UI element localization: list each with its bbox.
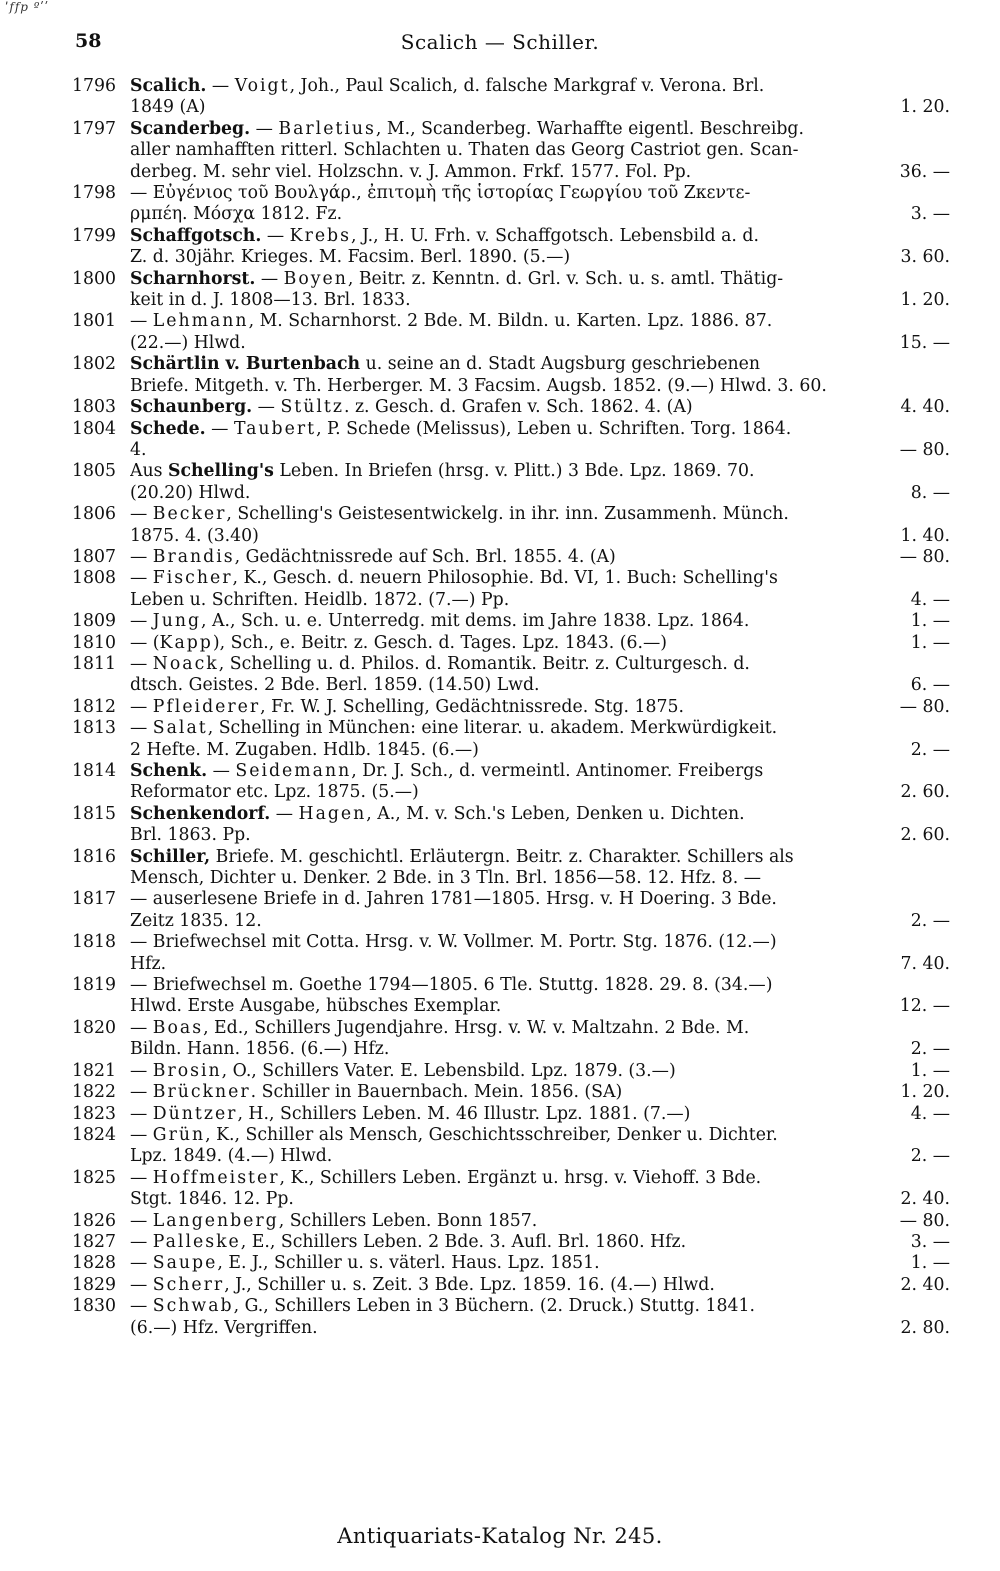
entry-text: — — [130, 1017, 153, 1038]
entry-price: 2. — — [910, 739, 950, 760]
author-name: Seidemann — [235, 761, 352, 781]
entry-price: 4. — — [910, 1103, 950, 1124]
entry-keyword: Schenk. — [130, 761, 208, 781]
entry-price: 36. — — [899, 161, 950, 182]
entry-text: Briefe. Mitgeth. v. Th. Herberger. M. 3 Facsim. Augsb. 1852. (9.—) Hlwd. 3. 60. — [130, 375, 827, 396]
entry-line — [130, 1061, 950, 1082]
greek-title: ρμπέη. Μόσχα — [130, 204, 256, 225]
entry-text: , Fr. W. J. Schelling, Gedächtnissrede. Stg. 1875. — [260, 696, 684, 717]
entry-line — [130, 889, 950, 910]
entry-line — [130, 675, 950, 696]
entry-text: derbeg. M. sehr viel. Holzschn. v. J. Ammon. Frkf. 1577. Fol. Pp. — [130, 161, 692, 182]
entry-number: 1816 — [72, 846, 116, 867]
catalog-entry — [72, 311, 950, 354]
entry-keyword: Scanderbeg. — [130, 118, 251, 139]
entry-line — [130, 547, 950, 568]
entry-price: — 80. — [899, 696, 950, 717]
entry-text: — — [130, 653, 153, 674]
catalog-entry — [72, 1125, 950, 1168]
entry-text: — — [207, 761, 236, 781]
entry-text: , A., M. v. Sch.'s Leben, Denken u. Dichten. — [366, 803, 745, 824]
entry-line — [130, 333, 950, 354]
entry-text: , Schelling's Geistesentwickelg. in ihr. inn. Zusammenh. Münch. — [226, 504, 789, 525]
entry-line — [130, 932, 950, 953]
author-name: Stültz — [280, 397, 344, 418]
author-name: Boyen — [283, 268, 348, 289]
entry-text: — — [261, 225, 290, 246]
entry-keyword: Schaffgotsch. — [130, 225, 262, 246]
entry-text: — — [130, 504, 153, 525]
entry-text: — — [252, 397, 281, 418]
entry-price: 1. 20. — [900, 1082, 950, 1103]
entry-line — [130, 1189, 950, 1210]
entry-text: , Schelling u. d. Philos. d. Romantik. Beitr. z. Culturgesch. d. — [218, 653, 750, 674]
entry-line — [130, 975, 950, 996]
entry-line — [130, 1039, 950, 1060]
catalog-entry — [72, 504, 950, 547]
entry-line — [130, 97, 950, 118]
entry-text: , Schelling in München: eine literar. u. akadem. Merkwürdigkeit. — [207, 718, 778, 739]
author-name: Salat — [152, 718, 208, 739]
entry-number: 1801 — [72, 311, 116, 332]
author-name: Hagen — [298, 803, 367, 824]
entry-line — [130, 247, 950, 268]
entry-number: 1812 — [72, 696, 116, 717]
entry-price: — 80. — [899, 546, 950, 567]
author-name: Voigt — [234, 76, 290, 96]
entry-text: Bildn. Hann. 1856. (6.—) Hfz. — [130, 1039, 390, 1060]
entry-price: 3. — — [910, 204, 950, 225]
entry-text: 1849 (A) — [130, 97, 206, 118]
entry-text: , O., Schillers Vater. E. Lebensbild. Lpz. 1879. (3.—) — [221, 1060, 676, 1081]
entry-keyword: Schaunberg. — [130, 397, 253, 418]
entry-text: (22.—) Hlwd. — [130, 332, 246, 353]
entry-text: , Joh., Paul Scalich, d. falsche Markgraf v. Verona. Brl. — [289, 76, 765, 96]
entry-line — [130, 654, 950, 675]
entry-price: 4. — — [910, 589, 950, 610]
entry-line — [130, 996, 950, 1017]
entry-line — [130, 1104, 950, 1125]
entry-text: — — [130, 1210, 153, 1231]
entry-price: 1. 20. — [900, 97, 950, 118]
entry-text: — — [130, 718, 153, 739]
entry-price: — 80. — [899, 439, 950, 460]
entry-price: 8. — — [910, 482, 950, 503]
catalog-entry — [72, 76, 950, 119]
entry-price: 6. — — [910, 675, 950, 696]
entry-line — [130, 611, 950, 632]
entry-line — [130, 204, 950, 225]
entry-line — [130, 1232, 950, 1253]
author-name: Jung — [152, 611, 202, 632]
catalog-entries — [72, 76, 950, 1339]
entry-number: 1798 — [72, 183, 116, 204]
entry-text: — — [130, 1060, 153, 1081]
entry-line — [130, 440, 950, 461]
entry-line — [130, 633, 950, 654]
entry-price: — 80. — [899, 1210, 950, 1231]
entry-line — [130, 847, 950, 868]
entry-price: 3. 60. — [900, 247, 950, 268]
entry-text: , Gedächtnissrede auf Sch. Brl. 1855. 4. (A) — [234, 546, 616, 567]
entry-line — [130, 290, 950, 311]
entry-text: dtsch. Geistes. 2 Bde. Berl. 1859. (14.50) Lwd. — [130, 675, 540, 696]
greek-title: Εὐγένιος τοῦ Βουλγάρ. — [152, 183, 357, 204]
entry-line — [130, 419, 950, 440]
entry-line — [130, 954, 950, 975]
entry-text: — Briefwechsel mit Cotta. Hrsg. v. W. Vollmer. M. Portr. Stg. 1876. (12.—) — [130, 932, 777, 953]
catalog-footer: Antiquariats-Katalog Nr. 245. — [337, 1524, 663, 1548]
entry-text: . z. Gesch. d. Grafen v. Sch. 1862. 4. (A) — [343, 397, 693, 418]
entry-line — [130, 526, 950, 547]
entry-number: 1805 — [72, 461, 116, 482]
entry-line — [130, 376, 950, 397]
entry-number: 1820 — [72, 1017, 116, 1038]
entry-line — [130, 311, 950, 332]
entry-price: 1. — — [910, 1060, 950, 1081]
author-name: Taubert — [233, 418, 317, 439]
catalog-entry — [72, 547, 950, 568]
entry-number: 1828 — [72, 1253, 116, 1274]
entry-line — [130, 911, 950, 932]
author-name: Becker — [152, 504, 227, 525]
entry-line — [130, 119, 950, 140]
catalog-entry — [72, 611, 950, 632]
entry-text: (6.—) Hfz. Vergriffen. — [130, 1317, 318, 1338]
catalog-entry — [72, 847, 950, 890]
entry-number: 1804 — [72, 418, 116, 439]
entry-text: , Beitr. z. Kenntn. d. Grl. v. Sch. u. s. amtl. Thätig- — [347, 268, 784, 289]
entry-line — [130, 226, 950, 247]
entry-text: 2 Hefte. M. Zugaben. Hdlb. 1845. (6.—) — [130, 739, 479, 760]
entry-price: 2. — — [910, 910, 950, 931]
greek-title: ἐπιτομὴ τῆς ἱστορίας Γεωργίου τοῦ Ζκεντε- — [367, 183, 751, 204]
entry-line — [130, 483, 950, 504]
entry-line — [130, 1211, 950, 1232]
entry-text: Brl. 1863. Pp. — [130, 825, 251, 846]
catalog-entry — [72, 1168, 950, 1211]
entry-text: — — [130, 1231, 153, 1252]
entry-text: , M., Scanderbeg. Warhaffte eigentl. Beschreibg. — [375, 118, 804, 139]
entry-line — [130, 782, 950, 803]
entry-text: Lpz. 1849. (4.—) Hlwd. — [130, 1146, 333, 1167]
entry-text: — — [206, 76, 235, 96]
entry-text: , J., Schiller u. s. Zeit. 3 Bde. Lpz. 1859. 16. (4.—) Hlwd. — [224, 1274, 715, 1295]
entry-price: 1. — — [910, 1253, 950, 1274]
entry-text: Leben u. Schriften. Heidlb. 1872. (7.—) Pp. — [130, 589, 510, 610]
entry-text: — — [130, 696, 153, 717]
catalog-entry — [72, 654, 950, 697]
entry-number: 1830 — [72, 1296, 116, 1317]
entry-text: , K., Schillers Leben. Ergänzt u. hrsg. v. Viehoff. 3 Bde. — [279, 1167, 762, 1188]
entry-line — [130, 1082, 950, 1103]
entry-text: (20.20) Hlwd. — [130, 482, 251, 503]
catalog-entry — [72, 889, 950, 932]
entry-text: — — [130, 1167, 153, 1188]
entry-line — [130, 590, 950, 611]
entry-number: 1811 — [72, 653, 116, 674]
entry-line — [130, 162, 950, 183]
entry-line — [130, 568, 950, 589]
entry-keyword: Schärtlin v. Burtenbach — [130, 354, 361, 375]
entry-price: 2. 60. — [900, 825, 950, 846]
catalog-entry — [72, 1082, 950, 1103]
catalog-entry — [72, 119, 950, 183]
entry-line — [130, 183, 950, 204]
entry-number: 1810 — [72, 632, 116, 653]
entry-text: u. seine an d. Stadt Augsburg geschriebenen — [360, 354, 761, 375]
entry-text: , Schillers Leben. Bonn 1857. — [278, 1210, 538, 1231]
entry-price: 2. 80. — [900, 1317, 950, 1338]
entry-text: — ( — [130, 632, 160, 653]
catalog-entry — [72, 1253, 950, 1274]
entry-text: — — [130, 611, 153, 632]
entry-line — [130, 1168, 950, 1189]
entry-number: 1806 — [72, 504, 116, 525]
entry-price: 1. 40. — [900, 525, 950, 546]
entry-price: 12. — — [899, 996, 950, 1017]
catalog-entry — [72, 1104, 950, 1125]
author-name: Kapp — [159, 632, 213, 653]
entry-line — [130, 269, 950, 290]
entry-text: — — [130, 1103, 153, 1124]
entry-price: 2. — — [910, 1146, 950, 1167]
entry-price: 2. 40. — [900, 1274, 950, 1295]
entry-text: Mensch, Dichter u. Denker. 2 Bde. in 3 Tln. Brl. 1856—58. 12. Hfz. 8. — — [130, 868, 761, 889]
entry-text: aller namhafften ritterl. Schlachten u. Thaten das Georg Castriot gen. Scan- — [130, 140, 799, 161]
entry-keyword: Schiller, — [130, 846, 211, 867]
entry-number: 1824 — [72, 1124, 116, 1145]
entry-text: Zeitz 1835. 12. — [130, 910, 262, 931]
entry-text: , E. J., Schiller u. s. väterl. Haus. Lpz. 1851. — [217, 1253, 600, 1274]
entry-text: — — [130, 1082, 153, 1103]
entry-keyword: Schenkendorf. — [130, 803, 271, 824]
entry-number: 1808 — [72, 568, 116, 589]
corner-mark: ˈffp ºʹʹ — [5, 0, 50, 14]
catalog-entry — [72, 761, 950, 804]
entry-line — [130, 1318, 950, 1339]
entry-number: 1827 — [72, 1231, 116, 1252]
entry-text: — — [130, 546, 153, 567]
catalog-entry — [72, 461, 950, 504]
entry-line — [130, 504, 950, 525]
entry-text: , Dr. J. Sch., d. vermeintl. Antinomer. Freibergs — [351, 761, 764, 781]
entry-text: . Schiller in Bauernbach. Mein. 1856. (SA) — [250, 1082, 623, 1103]
entry-line — [130, 1253, 950, 1274]
entry-text: , K., Schiller als Mensch, Geschichtsschreiber, Denker u. Dichter. — [205, 1124, 778, 1145]
entry-text: Stgt. 1846. 12. Pp. — [130, 1189, 294, 1210]
page-number: 58 — [75, 30, 102, 52]
entry-text: Leben. In Briefen (hrsg. v. Plitt.) 3 Bde. Lpz. 1869. 70. — [273, 461, 755, 482]
entry-number: 1823 — [72, 1103, 116, 1124]
author-name: Boas — [152, 1017, 204, 1038]
entry-price: 2. 60. — [900, 782, 950, 803]
entry-price: 2. — — [910, 1039, 950, 1060]
entry-text: Hlwd. Erste Ausgabe, hübsches Exemplar. — [130, 996, 502, 1017]
entry-text: , P. Schede (Melissus), Leben u. Schriften. Torg. 1864. — [316, 418, 792, 439]
entry-number: 1821 — [72, 1060, 116, 1081]
entry-text: 1875. 4. (3.40) — [130, 525, 259, 546]
entry-price: 1. 20. — [900, 290, 950, 311]
entry-keyword: Scalich. — [130, 76, 207, 96]
catalog-entry — [72, 397, 950, 418]
entry-price: 4. 40. — [900, 397, 950, 418]
catalog-entry — [72, 419, 950, 462]
entry-text: Aus — [130, 461, 168, 482]
entry-text: , K., Gesch. d. neuern Philosophie. Bd. VI, 1. Buch: Schelling's — [232, 568, 778, 589]
entry-line — [130, 1146, 950, 1167]
entry-number: 1802 — [72, 354, 116, 375]
catalog-entry — [72, 804, 950, 847]
entry-line — [130, 461, 950, 482]
author-name: Fischer — [152, 568, 233, 589]
entry-text: Briefe. M. geschichtl. Erläutergn. Beitr. z. Charakter. Schillers als — [210, 846, 794, 867]
entry-price: 1. — — [910, 632, 950, 653]
entry-text: — — [130, 1124, 153, 1145]
entry-line — [130, 1018, 950, 1039]
entry-line — [130, 740, 950, 761]
entry-text: — — [130, 568, 153, 589]
catalog-entry — [72, 1061, 950, 1082]
entry-keyword: Schede. — [130, 418, 206, 439]
entry-text: — — [250, 118, 279, 139]
entry-text: , J., H. U. Frh. v. Schaffgotsch. Lebensbild a. d. — [351, 225, 759, 246]
entry-text: , G., Schillers Leben in 3 Büchern. (2. Druck.) Stuttg. 1841. — [233, 1296, 755, 1317]
catalog-entry — [72, 718, 950, 761]
entry-text: — — [130, 1253, 153, 1274]
author-name: Brandis — [152, 546, 235, 567]
author-name: Noack — [152, 653, 219, 674]
entry-text: 1812. Fz. — [255, 204, 343, 225]
entry-number: 1807 — [72, 546, 116, 567]
author-name: Düntzer — [152, 1103, 238, 1124]
entry-number: 1797 — [72, 118, 116, 139]
entry-text: Z. d. 30jähr. Krieges. M. Facsim. Berl. 1890. (5.—) — [130, 247, 571, 268]
catalog-entry — [72, 633, 950, 654]
entry-price: 1. — — [910, 611, 950, 632]
entry-line — [130, 697, 950, 718]
catalog-entry — [72, 1018, 950, 1061]
entry-number: 1817 — [72, 889, 116, 910]
catalog-entry — [72, 975, 950, 1018]
entry-number: 1803 — [72, 397, 116, 418]
author-name: Krebs — [289, 225, 351, 246]
entry-number: 1813 — [72, 718, 116, 739]
entry-number: 1799 — [72, 225, 116, 246]
author-name: Grün — [152, 1124, 206, 1145]
author-name: Brosin — [152, 1060, 222, 1081]
catalog-entry — [72, 1275, 950, 1296]
catalog-entry — [72, 354, 950, 397]
author-name: Hoffmeister — [152, 1167, 280, 1188]
entry-line — [130, 1125, 950, 1146]
entry-text: — Briefwechsel m. Goethe 1794—1805. 6 Tle. Stuttg. 1828. 29. 8. (34.—) — [130, 975, 773, 996]
author-name: Barletius — [278, 118, 376, 139]
entry-line — [130, 1296, 950, 1317]
entry-text: 4. — [130, 439, 147, 460]
entry-text: , E., Schillers Leben. 2 Bde. 3. Aufl. Brl. 1860. Hfz. — [240, 1231, 687, 1252]
author-name: Lehmann — [152, 311, 249, 332]
entry-number: 1796 — [72, 76, 116, 96]
author-name: Pfleiderer — [152, 696, 261, 717]
entry-text: — — [130, 183, 153, 204]
entry-keyword: Schelling's — [167, 461, 274, 482]
catalog-entry — [72, 1296, 950, 1339]
entry-text: ), Sch., e. Beitr. z. Gesch. d. Tages. Lpz. 1843. (6.—) — [212, 632, 668, 653]
catalog-entry — [72, 697, 950, 718]
catalog-entry — [72, 568, 950, 611]
running-title: Scalich — Schiller. — [400, 30, 600, 54]
entry-line — [130, 1275, 950, 1296]
author-name: Langenberg — [152, 1210, 279, 1231]
entry-price: 2. 40. — [900, 1189, 950, 1210]
catalog-entry — [72, 269, 950, 312]
entry-text: Hfz. — [130, 953, 167, 974]
entry-number: 1819 — [72, 975, 116, 996]
entry-line — [130, 761, 950, 782]
author-name: Palleske — [152, 1231, 241, 1252]
author-name: Saupe — [152, 1253, 218, 1274]
entry-text: , A., Sch. u. e. Unterredg. mit dems. im Jahre 1838. Lpz. 1864. — [201, 611, 750, 632]
entry-keyword: Scharnhorst. — [130, 268, 256, 289]
entry-line — [130, 397, 950, 418]
entry-number: 1800 — [72, 268, 116, 289]
entry-text: — — [255, 268, 284, 289]
entry-line — [130, 354, 950, 375]
entry-line — [130, 804, 950, 825]
catalog-entry — [72, 226, 950, 269]
entry-text: — — [130, 311, 153, 332]
entry-price: 3. — — [910, 1231, 950, 1252]
author-name: Schwab — [152, 1296, 234, 1317]
entry-line — [130, 76, 950, 97]
entry-text: keit in d. J. 1808—13. Brl. 1833. — [130, 290, 411, 311]
entry-text: — — [130, 1274, 153, 1295]
entry-number: 1829 — [72, 1274, 116, 1295]
entry-text: , — [356, 183, 368, 204]
entry-price: 7. 40. — [900, 953, 950, 974]
entry-text: , Ed., Schillers Jugendjahre. Hrsg. v. W. v. Maltzahn. 2 Bde. M. — [203, 1017, 750, 1038]
catalog-entry — [72, 1211, 950, 1232]
entry-number: 1809 — [72, 611, 116, 632]
entry-number: 1814 — [72, 761, 116, 781]
entry-text: — — [130, 1296, 153, 1317]
catalog-entry — [72, 1232, 950, 1253]
entry-text: Reformator etc. Lpz. 1875. (5.—) — [130, 782, 419, 803]
entry-line — [130, 140, 950, 161]
entry-line — [130, 718, 950, 739]
entry-text: — auserlesene Briefe in d. Jahren 1781—1805. Hrsg. v. H Doering. 3 Bde. — [130, 889, 777, 910]
entry-number: 1822 — [72, 1082, 116, 1103]
entry-number: 1825 — [72, 1167, 116, 1188]
catalog-entry — [72, 932, 950, 975]
entry-line — [130, 825, 950, 846]
entry-text: — — [270, 803, 299, 824]
page-header — [0, 30, 1000, 58]
entry-number: 1826 — [72, 1210, 116, 1231]
entry-line — [130, 868, 950, 889]
entry-text: — — [205, 418, 234, 439]
entry-number: 1815 — [72, 803, 116, 824]
author-name: Brückner — [152, 1082, 251, 1103]
entry-text: , M. Scharnhorst. 2 Bde. M. Bildn. u. Karten. Lpz. 1886. 87. — [248, 311, 773, 332]
entry-number: 1818 — [72, 932, 116, 953]
entry-text: , H., Schillers Leben. M. 46 Illustr. Lpz. 1881. (7.—) — [237, 1103, 691, 1124]
catalog-entry — [72, 183, 950, 226]
entry-price: 15. — — [899, 332, 950, 353]
author-name: Scherr — [152, 1274, 225, 1295]
